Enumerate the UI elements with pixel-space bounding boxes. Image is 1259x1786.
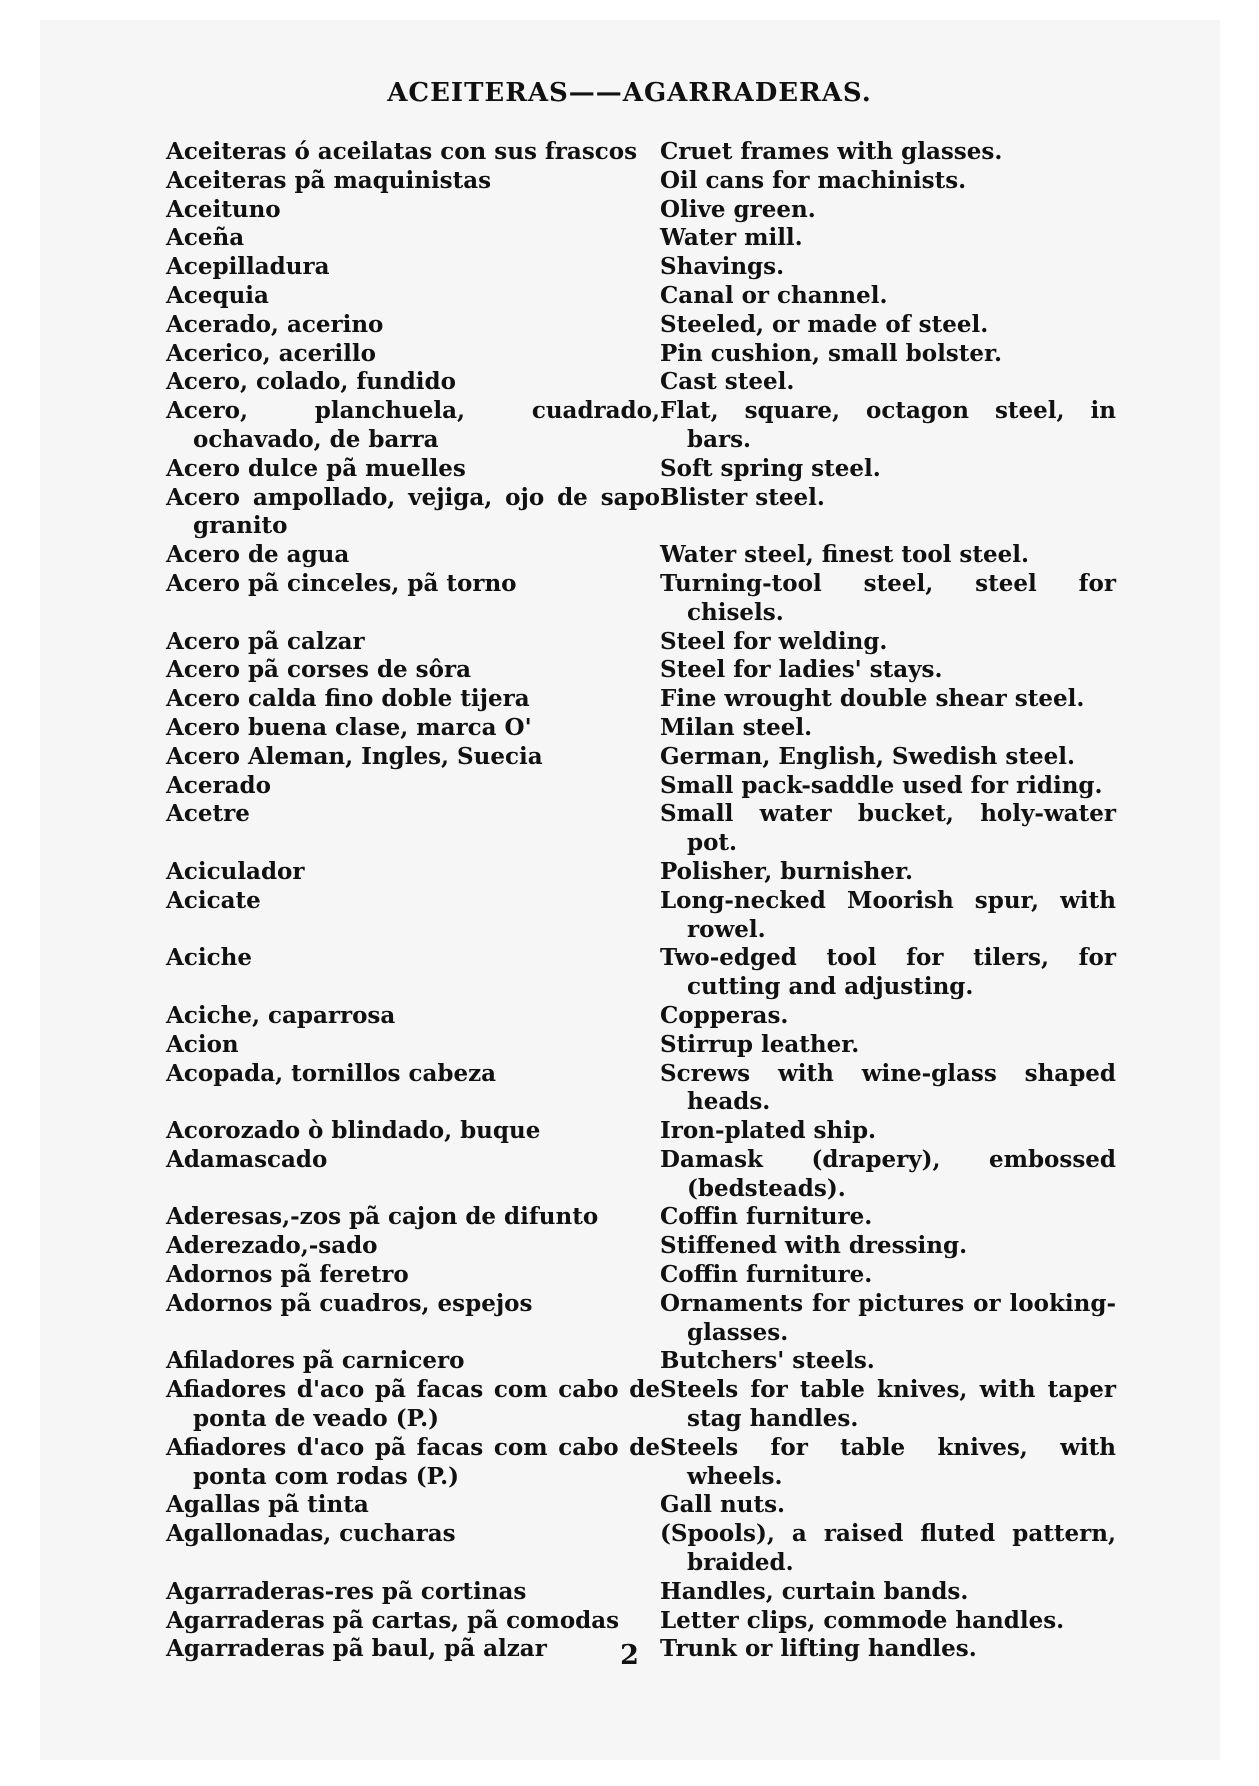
english-translation: Ornaments for pictures or looking-glasses. — [660, 1289, 1116, 1346]
spanish-term: Acero pã corses de sôra — [166, 656, 471, 684]
english-translation: Cast steel. — [660, 368, 795, 396]
entry-row — [166, 1203, 1116, 1232]
english-translation: Steel for welding. — [660, 627, 888, 655]
entry-row — [166, 628, 1116, 657]
english-translation: Pin cushion, small bolster. — [660, 339, 1003, 367]
spanish-term: Acero de agua — [166, 541, 350, 569]
spanish-term: Aceña — [166, 224, 245, 252]
dictionary-entries — [166, 138, 1116, 1664]
entry-row — [166, 224, 1116, 253]
spanish-term: Agarraderas pã baul, pã alzar — [166, 1635, 547, 1663]
entry-row — [166, 1290, 1116, 1348]
spanish-term: Acopada, tornillos cabeza — [166, 1059, 497, 1087]
english-translation: Butchers' steels. — [660, 1347, 875, 1375]
entry-row — [166, 368, 1116, 397]
spanish-term: Agarraderas pã cartas, pã comodas — [166, 1606, 620, 1634]
english-translation: Steels for table knives, with wheels. — [660, 1433, 1116, 1490]
spanish-term: Acorozado ò blindado, buque — [166, 1117, 541, 1145]
entry-row — [166, 340, 1116, 369]
spanish-term: Acicate — [166, 886, 261, 914]
spanish-term: Acequia — [166, 281, 269, 309]
spanish-term: Aceiteras ó aceilatas con sus frascos — [166, 138, 638, 165]
spanish-term: Acero, planchuela, cuadrado, ochavado, de barra — [166, 397, 660, 453]
english-translation: Screws with wine-glass shaped heads. — [660, 1059, 1116, 1116]
spanish-term: Afiadores d'aco pã facas com cabo de ponta de veado (P.) — [166, 1376, 660, 1433]
entry-row — [166, 455, 1116, 484]
spanish-term: Acion — [166, 1030, 239, 1058]
spanish-term: Acero buena clase, marca O' — [166, 713, 532, 741]
english-translation: Soft spring steel. — [660, 454, 881, 482]
entry-row — [166, 1060, 1116, 1118]
spanish-term: Aderesas,-zos pã cajon de difunto — [166, 1203, 599, 1231]
entry-row — [166, 656, 1116, 685]
english-translation: Coffin furniture. — [660, 1261, 873, 1289]
spanish-term: Acepilladura — [166, 253, 330, 281]
english-translation: Stiffened with dressing. — [660, 1232, 968, 1260]
english-translation: German, English, Swedish steel. — [660, 742, 1075, 770]
entry-row — [166, 887, 1116, 945]
english-translation: Water mill. — [660, 224, 803, 252]
entry-row — [166, 1376, 1116, 1434]
entry-row — [166, 484, 1116, 542]
entry-row — [166, 743, 1116, 772]
english-translation: Polisher, burnisher. — [660, 857, 913, 885]
spanish-term: Acerado — [166, 771, 271, 799]
english-translation: Shavings. — [660, 253, 785, 281]
spanish-term: Adamascado — [166, 1145, 328, 1173]
spanish-term: Afiladores pã carnicero — [166, 1347, 465, 1375]
spanish-term: Acero pã calzar — [166, 627, 365, 655]
spanish-term: Aciculador — [166, 857, 305, 885]
entry-row — [166, 772, 1116, 801]
english-translation: Steels for table knives, with taper stag handles. — [660, 1376, 1116, 1433]
entry-row — [166, 1261, 1116, 1290]
spanish-term: Agallas pã tinta — [166, 1491, 369, 1519]
entry-row — [166, 541, 1116, 570]
entry-row — [166, 685, 1116, 714]
entry-row — [166, 1347, 1116, 1376]
entry-row — [166, 1520, 1116, 1578]
entry-row — [166, 1146, 1116, 1204]
entry-row — [166, 944, 1116, 1002]
english-translation: Milan steel. — [660, 713, 813, 741]
english-translation: Stirrup leather. — [660, 1030, 860, 1058]
entry-row — [166, 253, 1116, 282]
english-translation: Water steel, finest tool steel. — [660, 541, 1029, 569]
spanish-term: Adornos pã feretro — [166, 1261, 409, 1289]
english-translation: Flat, square, octagon steel, in bars. — [660, 397, 1116, 453]
english-translation: Olive green. — [660, 195, 816, 223]
spanish-term: Aceituno — [166, 195, 281, 223]
entry-row — [166, 1031, 1116, 1060]
entry-row — [166, 570, 1116, 628]
english-translation: Small pack-saddle used for riding. — [660, 771, 1103, 799]
english-translation: Oil cans for machinists. — [660, 166, 967, 194]
entry-row — [166, 397, 1116, 455]
entry-row — [166, 1117, 1116, 1146]
english-translation: Cruet frames with glasses. — [660, 138, 1003, 165]
english-translation: Damask (drapery), embossed (bedsteads). — [660, 1145, 1116, 1202]
english-translation: Trunk or lifting handles. — [660, 1635, 977, 1663]
spanish-term: Aciche — [166, 944, 252, 972]
entry-row — [166, 282, 1116, 311]
english-translation: Small water bucket, holy-water pot. — [660, 800, 1116, 857]
spanish-term: Agarraderas-res pã cortinas — [166, 1577, 527, 1605]
english-translation: Coffin furniture. — [660, 1203, 873, 1231]
spanish-term: Acerado, acerino — [166, 310, 384, 338]
entry-row — [166, 714, 1116, 743]
entry-row — [166, 196, 1116, 225]
english-translation: Copperas. — [660, 1001, 789, 1029]
english-translation: Blister steel. — [660, 483, 825, 511]
spanish-term: Adornos pã cuadros, espejos — [166, 1289, 533, 1317]
english-translation: Steel for ladies' stays. — [660, 656, 943, 684]
entry-row — [166, 311, 1116, 340]
spanish-term: Aderezado,-sado — [166, 1232, 378, 1260]
english-translation: Fine wrought double shear steel. — [660, 685, 1085, 713]
spanish-term: Afiadores d'aco pã facas com cabo de ponta com rodas (P.) — [166, 1433, 660, 1490]
entry-row — [166, 138, 1116, 167]
entry-row — [166, 1491, 1116, 1520]
spanish-term: Acero pã cinceles, pã torno — [166, 569, 517, 597]
entry-row — [166, 1578, 1116, 1607]
spanish-term: Agallonadas, cucharas — [166, 1520, 456, 1548]
english-translation: Canal or channel. — [660, 281, 888, 309]
english-translation: Turning-tool steel, steel for chisels. — [660, 569, 1116, 626]
entry-row — [166, 1232, 1116, 1261]
english-translation: Gall nuts. — [660, 1491, 786, 1519]
english-translation: (Spools), a raised fluted pattern, braided. — [660, 1520, 1116, 1577]
spanish-term: Acetre — [166, 800, 250, 828]
spanish-term: Acero dulce pã muelles — [166, 454, 466, 482]
page-number: 2 — [620, 1640, 639, 1671]
spanish-term: Acero calda fino doble tijera — [166, 685, 530, 713]
entry-row — [166, 1434, 1116, 1492]
english-translation: Steeled, or made of steel. — [660, 310, 989, 338]
spanish-term: Acerico, acerillo — [166, 339, 376, 367]
spanish-term: Acero Aleman, Ingles, Suecia — [166, 742, 543, 770]
english-translation: Long-necked Moorish spur, with rowel. — [660, 886, 1116, 943]
running-header: ACEITERAS——AGARRADERAS. — [387, 78, 872, 108]
english-translation: Two-edged tool for tilers, for cutting and adjusting. — [660, 944, 1116, 1001]
entry-row — [166, 167, 1116, 196]
english-translation: Handles, curtain bands. — [660, 1577, 969, 1605]
entry-row — [166, 1607, 1116, 1636]
entry-row — [166, 800, 1116, 858]
spanish-term: Aceiteras pã maquinistas — [166, 166, 492, 194]
spanish-term: Aciche, caparrosa — [166, 1001, 396, 1029]
english-translation: Iron-plated ship. — [660, 1117, 877, 1145]
english-translation: Letter clips, commode handles. — [660, 1606, 1065, 1634]
entry-row — [166, 858, 1116, 887]
entry-row — [166, 1002, 1116, 1031]
spanish-term: Acero, colado, fundido — [166, 368, 456, 396]
spanish-term: Acero ampollado, vejiga, ojo de sapo granito — [166, 483, 660, 540]
